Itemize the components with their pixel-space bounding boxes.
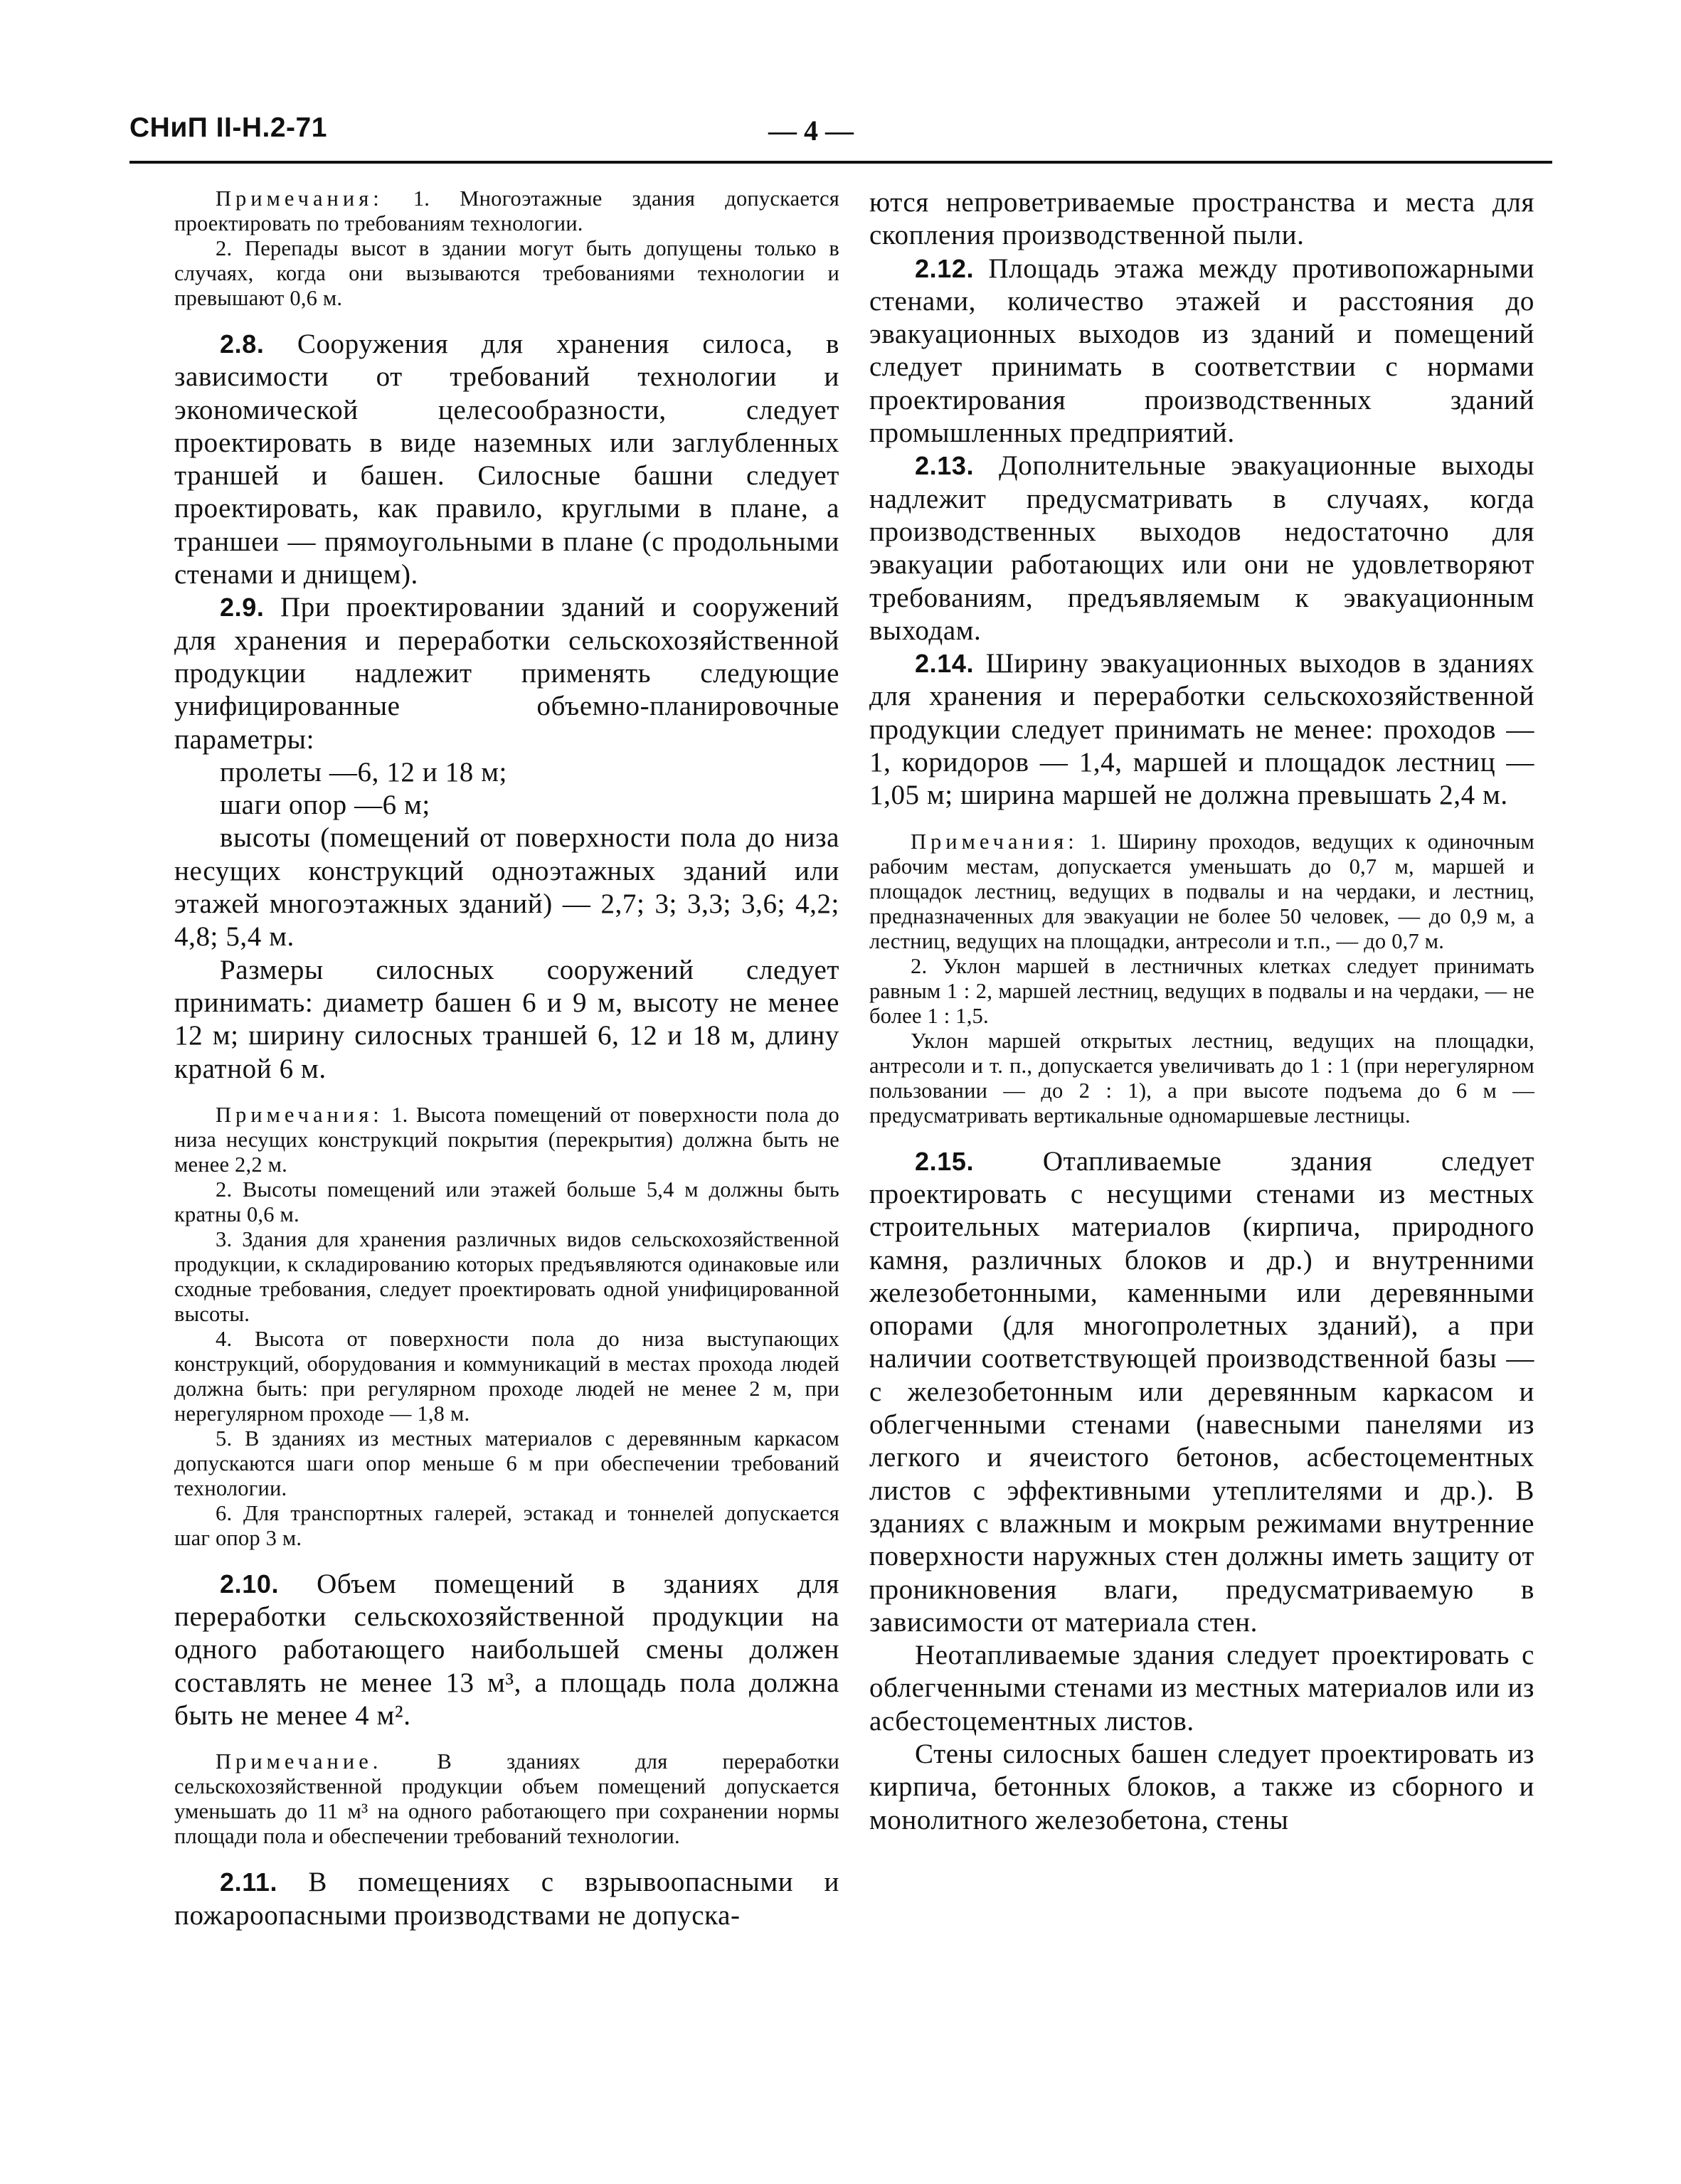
note-paragraph: 2. Уклон маршей в лестничных клетках следует принимать равным 1 : 2, маршей лестниц, ведущих в подвалы и на чердаки, — не более 1 : 1,5. [869,953,1534,1028]
right-column [869,186,1534,1837]
paragraph: Размеры силосных сооружений следует принимать: диаметр башен 6 и 9 м, высоту не менее 12 м; ширину силосных траншей 6, 12 и 18 м, длину кратной 6 м. [174,954,839,1084]
note-label: Примечание. [216,1749,383,1774]
section-text: В помещениях с взрывоопасными и пожароопасными производствами не допуска- [174,1867,839,1931]
note-text: 1. Многоэтажные здания допускается проектировать по требованиям технологии. [174,186,840,235]
section-number: 2.12. [915,253,975,283]
note-paragraph [174,1103,839,1177]
section-number: 2.10. [220,1569,280,1599]
note-paragraph: 3. Здания для хранения различных видов сельскохозяйственной продукции, к складированию которых предъявляются одинаковые или сходные требования, следует проектировать одной унифицированной высоты. [174,1226,839,1326]
section-2-9 [174,591,839,756]
note-label: Примечания: [911,829,1078,854]
note-label: Примечания: [216,1102,383,1127]
note-paragraph: 4. Высота от поверхности пола до низа выступающих конструкций, оборудования и коммуникаций в местах прохода людей должна быть: при регулярном проходе людей не менее 2 м, при нерегулярном проходе — 1,8 м. [174,1326,839,1426]
section-2-14 [869,647,1534,812]
section-number: 2.11. [220,1867,278,1897]
section-text: Сооружения для хранения силоса, в зависимости от требований технологии и экономической целесообразности, следует проектировать в виде наземных или заглубленных траншей и башен. Силосные башни следует проектировать, как правило, круглыми в плане, а траншеи — прямоугольными в плане (с продольными стенами и днищем). [174,329,839,590]
note-paragraph [174,186,839,236]
paragraph-continuation: ются непроветриваемые пространства и места для скопления производственной пыли. [869,187,1534,251]
note-paragraph [869,829,1534,954]
note-paragraph [174,1749,839,1849]
section-text: Ширину эвакуационных выходов в зданиях для хранения и переработки сельскохозяйственной продукции следует принимать не менее: проходов — 1, коридоров — 1,4, маршей и площадок лестниц — 1,05 м; ширина маршей не должна превышать 2,4 м. [869,648,1534,811]
section-number: 2.8. [220,329,265,359]
note-text: В зданиях для переработки сельскохозяйственной продукции объем помещений допускается уменьшать до 11 м³ на одного работающего при сохранении нормы площади пола и обеспечении требований технологии. [174,1749,839,1849]
paragraph: Стены силосных башен следует проектировать из кирпича, бетонных блоков, а также из сборного и монолитного железобетона, стены [869,1738,1534,1835]
section-2-13 [869,450,1534,647]
section-2-12 [869,253,1534,450]
section-2-11 [174,1866,839,1932]
section-number: 2.13. [915,451,975,481]
section-text: При проектировании зданий и сооружений для хранения и переработки сельскохозяйственной продукции надлежит применять следующие унифицированные объемно-планировочные параметры: [174,592,839,755]
section-number: 2.15. [915,1146,975,1176]
section-2-8 [174,328,839,591]
paragraph: Неотапливаемые здания следует проектировать с облегченными стенами из местных материалов или из асбестоцементных листов. [869,1640,1534,1737]
list-item: высоты (помещений от поверхности пола до низа несущих конструкций одноэтажных зданий или этажей многоэтажных зданий) — 2,7; 3; 3,3; 3,6; 4,2; 4,8; 5,4 м. [174,822,839,953]
section-number: 2.14. [915,649,975,679]
section-text: Отапливаемые здания следует проектировать с несущими стенами из местных строительных материалов (кирпича, природного камня, различных блоков и др.) и внутренними железобетонными, каменными или деревянными опорами (для многопролетных зданий), а при наличии соответствующей производственной базы — с железобетонным или деревянным каркасом и облегченными стенами (навесными панелями из легкого и ячеистого бетонов, асбестоцементных листов с эффективными утеплителями и др.). В зданиях с влажным и мокрым режимами внутренние поверхности наружных стен должны иметь защиту от проникновения влаги, предусматриваемую в зависимости от материала стен. [869,1145,1534,1638]
document-code: СНиП II-Н.2-71 [129,112,327,143]
note-label: Примечания: [216,186,383,211]
header-rule [129,161,1552,164]
note-paragraph: 2. Высоты помещений или этажей больше 5,4 м должны быть кратны 0,6 м. [174,1177,839,1226]
section-2-15 [869,1145,1534,1639]
list-item: пролеты —6, 12 и 18 м; [220,756,507,788]
section-text: Объем помещений в зданиях для переработки сельскохозяйственной продукции на одного работающего наибольшей смены должен составлять не менее 13 м³, а площадь пола должна быть не менее 4 м². [174,1568,839,1732]
section-number: 2.9. [220,593,265,622]
section-text: Дополнительные эвакуационные выходы надлежит предусматривать в случаях, когда производственных выходов недостаточно для эвакуации работающих или они не удовлетворяют требованиям, предъявляемым к эвакуационным выходам. [869,450,1535,646]
note-paragraph: 6. Для транспортных галерей, эстакад и тоннелей допускается шаг опор 3 м. [174,1500,839,1550]
section-2-10 [174,1568,839,1732]
page-number: — 4 — [768,115,854,147]
note-paragraph: Уклон маршей открытых лестниц, ведущих на площадки, антресоли и т. п., допускается увеличивать до 1 : 1 (при нерегулярном пользовании — до 2 : 1), а при высоте подъема до 6 м — предусматривать вертикальные одномаршевые лестницы. [869,1028,1534,1128]
left-column [174,186,839,1932]
note-text: 1. Ширину проходов, ведущих к одиночным рабочим местам, допускается уменьшать до 0,7 м, маршей и площадок лестниц, ведущих в подвалы и на чердаки, и лестниц, предназначенных для эвакуации не более 50 человек, — до 0,9 м, а лестниц, ведущих на площадки, антресоли и т.п., — до 0,7 м. [869,829,1535,953]
note-text: 1. Высота помещений от поверхности пола до низа несущих конструкций покрытия (перекрытия) должна быть не менее 2,2 м. [174,1102,839,1177]
list-item: шаги опор —6 м; [220,790,430,821]
note-paragraph: 2. Перепады высот в здании могут быть допущены только в случаях, когда они вызываются требованиями технологии и превышают 0,6 м. [174,236,839,310]
note-paragraph: 5. В зданиях из местных материалов с деревянным каркасом допускаются шаги опор меньше 6 м при обеспечении требований технологии. [174,1426,839,1500]
section-text: Площадь этажа между противопожарными стенами, количество этажей и расстояния до эвакуационных выходов из зданий и помещений следует принимать в соответствии с нормами проектирования производственных зданий промышленных предприятий. [869,253,1534,449]
